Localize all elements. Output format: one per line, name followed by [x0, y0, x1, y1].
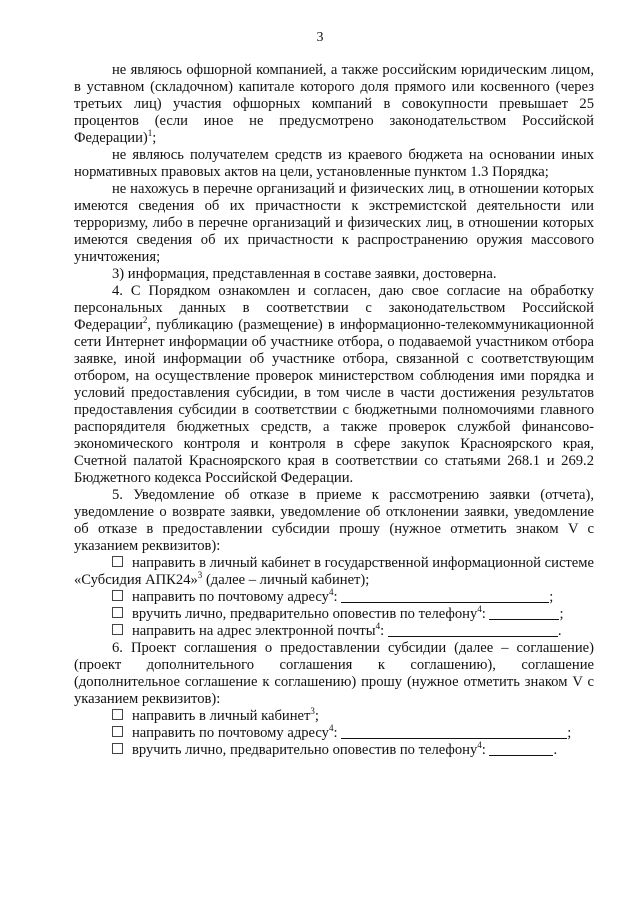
paragraph-notification: 5. Уведомление об отказе в приеме к рассмотрению заявки (отчета), уведомление о возврате заявки, уведомление об отклонении заявки, уведомление об отказе в предоставлении субсидии прошу (нужное отметить знаком V с указанием реквизитов): — [74, 487, 594, 554]
option-phone-2[interactable]: вручить лично, предварительно оповестив по телефону$^4$: . — [74, 742, 594, 759]
option-phone[interactable]: вручить лично, предварительно оповестив по телефону$^4$: ; — [74, 606, 594, 623]
paragraph-consent: 4. С Порядком ознакомлен и согласен, даю свое согласие на обработку персональных данных в соответствии с законодательством Российской Федерации$^2$, публикацию (размещение) в информационно-телекоммуникационной сети Интернет информации об участнике отбора, о подаваемой участником отбора заявке, иной информации об участнике отбора, связанной с соответствующим отбором, на осуществление проверок министерством соблюдения ими порядка и условий предоставления субсидии, в том числе в части достижения результатов предоставления субсидии в соответствии с бюджетными полномочиями главного распорядителя бюджетных средств, а также проверок службой финансово-экономического контроля и контроля в сфере закупок Красноярского края, Счетной палатой Красноярского края в соответствии со статьями 268.1 и 269.2 Бюджетного кодекса Российской Федерации. — [74, 283, 594, 486]
checkbox[interactable] — [112, 726, 123, 737]
paragraph-budget: не являюсь получателем средств из краевого бюджета на основании иных нормативных правовых актов на цели, установленные пунктом 1.3 Порядка; — [74, 147, 594, 180]
phone-field[interactable] — [489, 606, 559, 620]
paragraph-agreement: 6. Проект соглашения о предоставлении субсидии (далее – соглашение) (проект дополнительного соглашения к соглашению), соглашение (дополнительное соглашение к соглашению) прошу (нужное отметить знаком V с указанием реквизитов): — [74, 640, 594, 707]
postal-address-field-2[interactable] — [341, 725, 567, 739]
paragraph-extremism: не нахожусь в перечне организаций и физических лиц, в отношении которых имеются сведения об их причастности к экстремистской деятельности или терроризму, либо в перечне организаций и физических лиц, в отношении которых имеются сведения об их причастности к распространению оружия массового уничтожения; — [74, 181, 594, 265]
postal-address-field[interactable] — [341, 589, 549, 603]
footnote-ref-2: 2 — [142, 315, 148, 326]
option-postal-address[interactable]: направить по почтовому адресу$^4$: ; — [74, 589, 594, 606]
email-field[interactable] — [388, 623, 558, 637]
option-personal-cabinet[interactable]: направить в личный кабинет в государственной информационной системе «Субсидия АПК24»$^3$ (далее – личный кабинет); — [74, 555, 594, 588]
checkbox[interactable] — [112, 590, 123, 601]
option-personal-cabinet-2[interactable]: направить в личный кабинет$^3$; — [74, 708, 594, 725]
checkbox[interactable] — [112, 709, 123, 720]
footnote-ref-1: 1 — [147, 128, 153, 139]
checkbox[interactable] — [112, 556, 123, 567]
checkbox[interactable] — [112, 607, 123, 618]
paragraph-offshore: не являюсь офшорной компанией, а также российским юридическим лицом, в уставном (складочном) капитале которого доля прямого или косвенного (через третьих лиц) участия офшорных компаний в совокупности превышает 25 процентов (если иное не предусмотрено законодательством Российской Федерации)$^1$; — [74, 62, 594, 146]
checkbox[interactable] — [112, 624, 123, 635]
document-body — [74, 62, 594, 759]
phone-field-2[interactable] — [489, 742, 553, 756]
page-number: 3 — [316, 30, 324, 45]
option-email[interactable]: направить на адрес электронной почты$^4$: . — [74, 623, 594, 640]
checkbox[interactable] — [112, 743, 123, 754]
option-postal-address-2[interactable]: направить по почтовому адресу$^4$: ; — [74, 725, 594, 742]
paragraph-reliable: 3) информация, представленная в составе заявки, достоверна. — [112, 266, 497, 282]
